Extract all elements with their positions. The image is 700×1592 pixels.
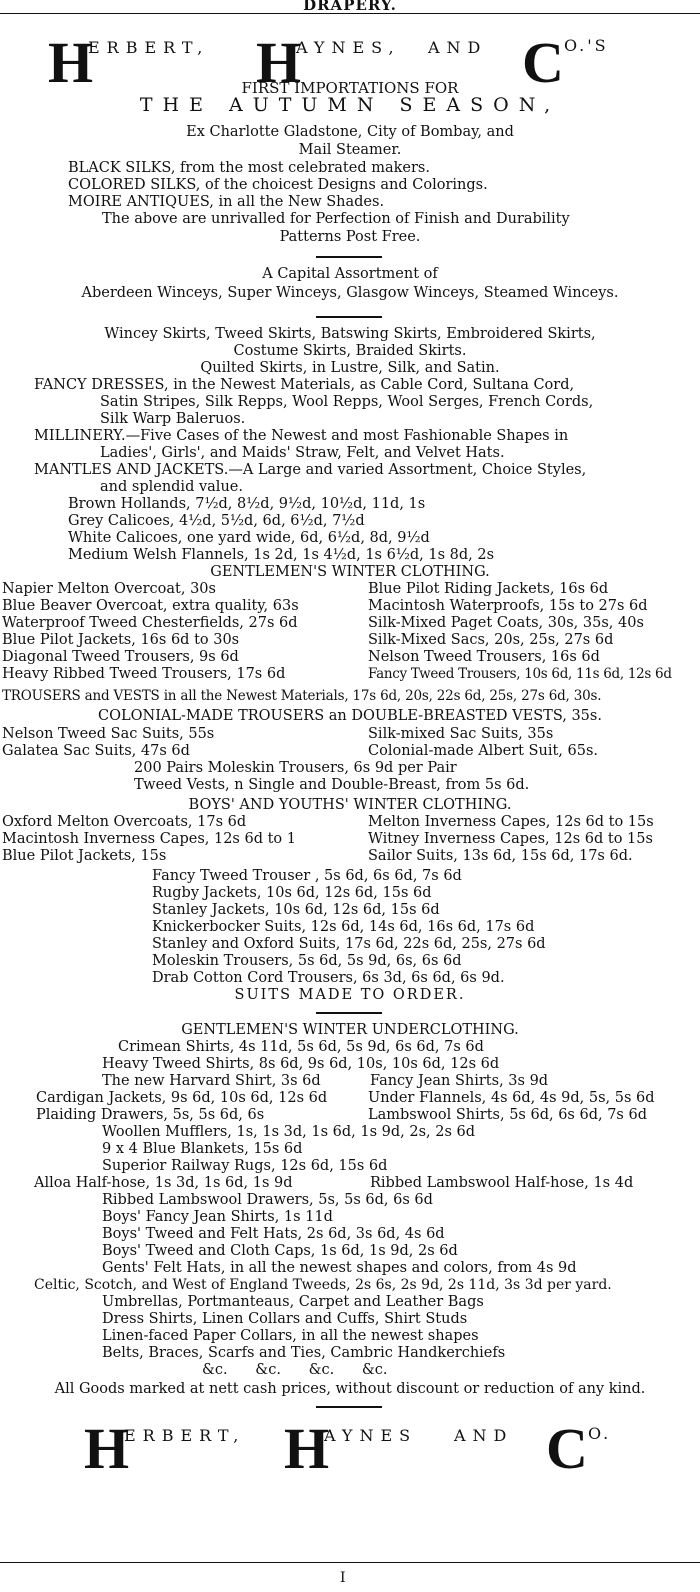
under-pair-right: Lambswool Shirts, 5s 6d, 6s 6d, 7s 6d xyxy=(368,1107,647,1123)
boys-right-item: Witney Inverness Capes, 12s 6d to 15s xyxy=(368,831,653,847)
under-item: Woollen Mufflers, 1s, 1s 3d, 1s 6d, 1s 9d, 2s, 2s 6d xyxy=(102,1124,476,1140)
ex-ships: Ex Charlotte Gladstone, City of Bombay, and xyxy=(186,124,514,140)
gents-right-item: Fancy Tweed Trousers, 10s 6d, 11s 6d, 12s 6d xyxy=(368,666,672,682)
celtic-line: Celtic, Scotch, and West of England Tweeds, 2s 6s, 2s 9d, 2s 11d, 3s 3d per yard. xyxy=(34,1277,612,1293)
silks-line: Patterns Post Free. xyxy=(279,229,421,245)
mail-steamer: Mail Steamer. xyxy=(298,142,402,158)
under-item: 9 x 4 Blue Blankets, 15s 6d xyxy=(102,1141,303,1157)
first-importations: FIRST IMPORTATIONS FOR xyxy=(241,79,459,97)
top-rule xyxy=(0,13,700,14)
under-pair-left: The new Harvard Shirt, 3s 6d xyxy=(102,1073,321,1089)
capital-line: Aberdeen Winceys, Super Winceys, Glasgow Winceys, Steamed Winceys. xyxy=(81,285,619,301)
suits-made-to-order: SUITS MADE TO ORDER. xyxy=(234,987,466,1003)
boys-list-item: Knickerbocker Suits, 12s 6d, 14s 6d, 16s 6d, 17s 6d xyxy=(152,919,535,935)
alloa-left: Alloa Half-hose, 1s 3d, 1s 6d, 1s 9d xyxy=(34,1175,293,1191)
under-item: Dress Shirts, Linen Collars and Cuffs, Shirt Studs xyxy=(102,1311,468,1327)
boys-list-item: Rugby Jackets, 10s 6d, 12s 6d, 15s 6d xyxy=(152,885,432,901)
gents-left-item: Blue Beaver Overcoat, extra quality, 63s xyxy=(2,598,299,614)
tweed-vests-line: Tweed Vests, n Single and Double-Breast, from 5s 6d. xyxy=(134,777,530,793)
silks-line: COLORED SILKS, of the choicest Designs and Colorings. xyxy=(68,177,488,193)
boys-left-item: Macintosh Inverness Capes, 12s 6d to 1 xyxy=(2,831,296,847)
fancy-line: Medium Welsh Flannels, 1s 2d, 1s 4½d, 1s 6½d, 1s 8d, 2s xyxy=(68,547,495,563)
under-item: Umbrellas, Portmanteaus, Carpet and Leather Bags xyxy=(102,1294,484,1310)
silks-line: BLACK SILKS, from the most celebrated makers. xyxy=(68,160,430,176)
fancy-line: Silk Warp Baleruos. xyxy=(100,411,246,427)
boys-list-item: Stanley Jackets, 10s 6d, 12s 6d, 15s 6d xyxy=(152,902,440,918)
skirts-line: Wincey Skirts, Tweed Skirts, Batswing Skirts, Embroidered Skirts, xyxy=(104,326,596,342)
firm-word-and: AND xyxy=(428,38,488,57)
under-item: Boys' Tweed and Felt Hats, 2s 6d, 3s 6d, 4s 6d xyxy=(102,1226,445,1242)
firm-initial-c: C xyxy=(522,30,564,95)
firm-initial-c: C xyxy=(546,1416,588,1481)
fancy-line: Brown Hollands, 7½d, 8½d, 9½d, 10½d, 11d, 1s xyxy=(68,496,426,512)
capital-line: A Capital Assortment of xyxy=(262,266,438,282)
under-pair-left: Plaiding Drawers, 5s, 5s 6d, 6s xyxy=(36,1107,265,1123)
under-item: Linen-faced Paper Collars, in all the newest shapes xyxy=(102,1328,479,1344)
gents-heading: GENTLEMEN'S WINTER CLOTHING. xyxy=(210,564,490,580)
gents-left-item: Blue Pilot Jackets, 16s 6d to 30s xyxy=(2,632,240,648)
boys-list-item: Moleskin Trousers, 5s 6d, 5s 9d, 6s, 6s 6d xyxy=(152,953,462,969)
gents-right-item: Silk-Mixed Paget Coats, 30s, 35s, 40s xyxy=(368,615,644,631)
under-item: Superior Railway Rugs, 12s 6d, 15s 6d xyxy=(102,1158,388,1174)
gents-left-item: Napier Melton Overcoat, 30s xyxy=(2,581,216,597)
firm-word-and: AND xyxy=(454,1426,514,1445)
gents-right-item: Macintosh Waterproofs, 15s to 27s 6d xyxy=(368,598,648,614)
boys-left-item: Oxford Melton Overcoats, 17s 6d xyxy=(2,814,247,830)
firm-initial-h: H xyxy=(48,30,94,95)
sac-left-item: Galatea Sac Suits, 47s 6d xyxy=(2,743,190,759)
sac-right-item: Colonial-made Albert Suit, 65s. xyxy=(368,743,599,759)
firm-word-cos: O.'S xyxy=(564,36,609,55)
under-item: Gents' Felt Hats, in all the newest shapes and colors, from 4s 9d xyxy=(102,1260,577,1276)
boys-right-item: Sailor Suits, 13s 6d, 15s 6d, 17s 6d. xyxy=(368,848,633,864)
boys-list-item: Fancy Tweed Trouser , 5s 6d, 6s 6d, 7s 6d xyxy=(152,868,462,884)
alloa-right: Ribbed Lambswool Half-hose, 1s 4d xyxy=(370,1175,634,1191)
under-pair-left: Cardigan Jackets, 9s 6d, 10s 6d, 12s 6d xyxy=(36,1090,328,1106)
firm-word-herbert: ERBERT, xyxy=(124,1426,246,1445)
fancy-line: MILLINERY.—Five Cases of the Newest and most Fashionable Shapes in xyxy=(34,428,569,444)
boys-list-item: Stanley and Oxford Suits, 17s 6d, 22s 6d, 25s, 27s 6d xyxy=(152,936,546,952)
firm-initial-h: H xyxy=(84,1416,130,1481)
fancy-line: Grey Calicoes, 4½d, 5½d, 6d, 6½d, 7½d xyxy=(68,513,365,529)
fancy-line: Satin Stripes, Silk Repps, Wool Repps, Wool Serges, French Cords, xyxy=(100,394,594,410)
firm-initial-h2: H xyxy=(284,1416,330,1481)
skirts-line: Quilted Skirts, in Lustre, Silk, and Satin. xyxy=(200,360,500,376)
gents-right-item: Blue Pilot Riding Jackets, 16s 6d xyxy=(368,581,609,597)
fancy-line: and splendid value. xyxy=(100,479,243,495)
under-item: Boys' Fancy Jean Shirts, 1s 11d xyxy=(102,1209,333,1225)
fancy-line: MANTLES AND JACKETS.—A Large and varied Assortment, Choice Styles, xyxy=(34,462,587,478)
gents-left-item: Waterproof Tweed Chesterfields, 27s 6d xyxy=(2,615,298,631)
under-item: Heavy Tweed Shirts, 8s 6d, 9s 6d, 10s, 10s 6d, 12s 6d xyxy=(102,1056,500,1072)
under-item: Belts, Braces, Scarfs and Ties, Cambric Handkerchiefs xyxy=(102,1345,506,1361)
silks-line: The above are unrivalled for Perfection of Finish and Durability xyxy=(102,211,570,227)
trousers-vests: TROUSERS and VESTS in all the Newest Materials, 17s 6d, 20s, 22s 6d, 25s, 27s 6d, 30s. xyxy=(2,688,602,704)
firm-word-haynes: AYNES xyxy=(324,1426,418,1445)
boys-heading: BOYS' AND YOUTHS' WINTER CLOTHING. xyxy=(188,797,512,813)
under-pair-right: Fancy Jean Shirts, 3s 9d xyxy=(370,1073,549,1089)
autumn-season: THE AUTUMN SEASON, xyxy=(139,94,561,116)
gents-left-item: Diagonal Tweed Trousers, 9s 6d xyxy=(2,649,239,665)
divider xyxy=(316,1012,382,1014)
boys-left-item: Blue Pilot Jackets, 15s xyxy=(2,848,167,864)
gents-left-item: Heavy Ribbed Tweed Trousers, 17s 6d xyxy=(2,666,286,682)
fancy-line: White Calicoes, one yard wide, 6d, 6½d, 8d, 9½d xyxy=(68,530,430,546)
sac-left-item: Nelson Tweed Sac Suits, 55s xyxy=(2,726,215,742)
under-heading: GENTLEMEN'S WINTER UNDERCLOTHING. xyxy=(181,1022,519,1038)
boys-right-item: Melton Inverness Capes, 12s 6d to 15s xyxy=(368,814,654,830)
fancy-line: Ladies', Girls', and Maids' Straw, Felt, and Velvet Hats. xyxy=(100,445,505,461)
etc-line: &c. &c. &c. &c. xyxy=(202,1362,388,1378)
under-item: Crimean Shirts, 4s 11d, 5s 6d, 5s 9d, 6s 6d, 7s 6d xyxy=(118,1039,484,1055)
under-item: Boys' Tweed and Cloth Caps, 1s 6d, 1s 9d, 2s 6d xyxy=(102,1243,458,1259)
under-item: Ribbed Lambswool Drawers, 5s, 5s 6d, 6s 6d xyxy=(102,1192,433,1208)
divider xyxy=(316,1406,382,1408)
firm-word-co: O. xyxy=(588,1424,612,1443)
skirts-line: Costume Skirts, Braided Skirts. xyxy=(233,343,467,359)
footer-mark: I xyxy=(340,1570,346,1586)
firm-word-haynes: AYNES, xyxy=(296,38,401,57)
bottom-rule xyxy=(0,1562,700,1563)
divider xyxy=(316,316,382,318)
fancy-line: FANCY DRESSES, in the Newest Materials, as Cable Cord, Sultana Cord, xyxy=(34,377,575,393)
nett-cash-line: All Goods marked at nett cash prices, without discount or reduction of any kind. xyxy=(54,1381,646,1397)
firm-banner-closing xyxy=(0,1414,700,1481)
colonial-line: COLONIAL-MADE TROUSERS an DOUBLE-BREASTED VESTS, 35s. xyxy=(98,708,602,724)
gents-right-item: Silk-Mixed Sacs, 20s, 25s, 27s 6d xyxy=(368,632,614,648)
gents-right-item: Nelson Tweed Trousers, 16s 6d xyxy=(368,649,600,665)
boys-list-item: Drab Cotton Cord Trousers, 6s 3d, 6s 6d, 6s 9d. xyxy=(152,970,505,986)
under-pair-right: Under Flannels, 4s 6d, 4s 9d, 5s, 5s 6d xyxy=(368,1090,655,1106)
silks-line: MOIRE ANTIQUES, in all the New Shades. xyxy=(68,194,385,210)
firm-initial-h2: H xyxy=(256,30,302,95)
divider xyxy=(316,256,382,258)
section-heading: DRAPERY. xyxy=(303,0,397,14)
firm-word-herbert: ERBERT, xyxy=(88,38,210,57)
moleskin-line: 200 Pairs Moleskin Trousers, 6s 9d per Pair xyxy=(134,760,457,776)
sac-right-item: Silk-mixed Sac Suits, 35s xyxy=(368,726,554,742)
